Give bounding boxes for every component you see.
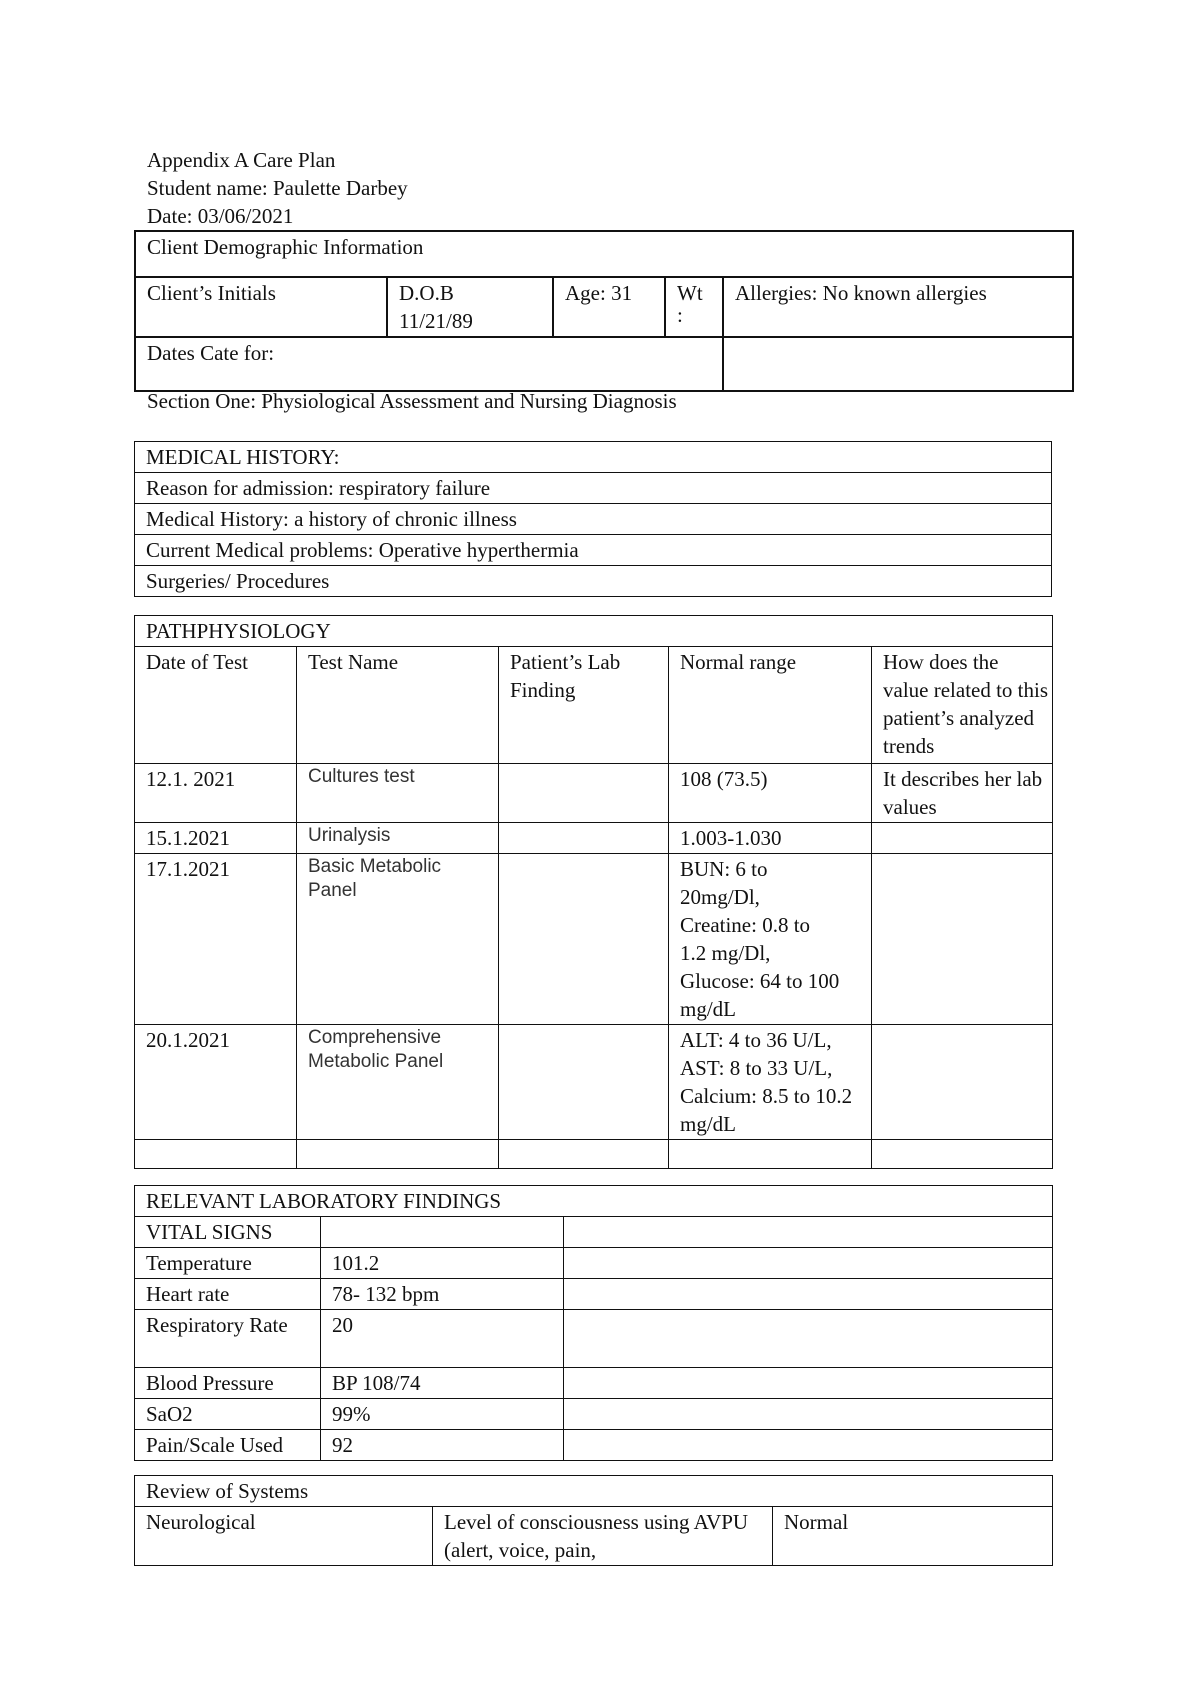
pain-scale-notes bbox=[564, 1430, 1053, 1461]
row1-finding bbox=[499, 764, 669, 823]
heart-rate-value: 78- 132 bpm bbox=[321, 1279, 564, 1310]
neurological-assessment: Level of consciousness using AVPU (alert, voice, pain, bbox=[433, 1507, 773, 1566]
row4-finding bbox=[499, 1025, 669, 1140]
sao2-notes bbox=[564, 1399, 1053, 1430]
row4-date: 20.1.2021 bbox=[135, 1025, 297, 1140]
vital-signs-label: VITAL SIGNS bbox=[135, 1217, 321, 1248]
vital-signs-notes bbox=[564, 1217, 1053, 1248]
lab-findings-table bbox=[134, 1185, 1053, 1461]
col-trend-relation: How does the value related to this patient’s analyzed trends bbox=[872, 647, 1053, 764]
row1-date: 12.1. 2021 bbox=[135, 764, 297, 823]
heart-rate-notes bbox=[564, 1279, 1053, 1310]
current-problems: Current Medical problems: Operative hyperthermia bbox=[135, 535, 1052, 566]
page-title: Appendix A Care Plan bbox=[147, 148, 336, 172]
respiratory-rate-value: 20 bbox=[321, 1310, 564, 1368]
col-lab-finding: Patient’s Lab Finding bbox=[499, 647, 669, 764]
row3-finding bbox=[499, 854, 669, 1025]
vital-signs-value bbox=[321, 1217, 564, 1248]
pain-scale-label: Pain/Scale Used bbox=[135, 1430, 321, 1461]
row2-relation bbox=[872, 823, 1053, 854]
row2-finding bbox=[499, 823, 669, 854]
surgeries-procedures: Surgeries/ Procedures bbox=[135, 566, 1052, 597]
col-date-of-test: Date of Test bbox=[135, 647, 297, 764]
dob-value: 11/21/89 bbox=[399, 309, 473, 333]
blood-pressure-value: BP 108/74 bbox=[321, 1368, 564, 1399]
empty-cell bbox=[499, 1140, 669, 1169]
row1-range: 108 (73.5) bbox=[669, 764, 872, 823]
reason-for-admission: Reason for admission: respiratory failure bbox=[135, 473, 1052, 504]
row2-date: 15.1.2021 bbox=[135, 823, 297, 854]
neurological-finding: Normal bbox=[773, 1507, 1053, 1566]
sao2-label: SaO2 bbox=[135, 1399, 321, 1430]
col-test-name: Test Name bbox=[297, 647, 499, 764]
temperature-label: Temperature bbox=[135, 1248, 321, 1279]
row1-relation: It describes her lab values bbox=[872, 764, 1053, 823]
row3-range: BUN: 6 to 20mg/Dl, Creatine: 0.8 to 1.2 mg/Dl, Glucose: 64 to 100 mg/dL bbox=[669, 854, 872, 1025]
weight-cell bbox=[665, 277, 723, 337]
dates-cared-blank bbox=[723, 337, 1073, 391]
weight-label: Wt bbox=[677, 281, 703, 305]
empty-cell bbox=[135, 1140, 297, 1169]
temperature-notes bbox=[564, 1248, 1053, 1279]
row3-date: 17.1.2021 bbox=[135, 854, 297, 1025]
demographics-table bbox=[134, 230, 1074, 392]
pain-scale-value: 92 bbox=[321, 1430, 564, 1461]
demographics-heading: Client Demographic Information bbox=[135, 231, 1073, 277]
row4-test: Comprehensive Metabolic Panel bbox=[297, 1025, 499, 1140]
blood-pressure-label: Blood Pressure bbox=[135, 1368, 321, 1399]
blood-pressure-notes bbox=[564, 1368, 1053, 1399]
dob-label: D.O.B bbox=[399, 281, 454, 305]
medical-history-heading: MEDICAL HISTORY: bbox=[135, 442, 1052, 473]
section-one-title: Section One: Physiological Assessment and Nursing Diagnosis bbox=[147, 389, 677, 413]
student-name: Student name: Paulette Darbey bbox=[147, 176, 408, 200]
system-neurological: Neurological bbox=[135, 1507, 433, 1566]
row4-relation bbox=[872, 1025, 1053, 1140]
empty-cell bbox=[872, 1140, 1053, 1169]
pathophysiology-table bbox=[134, 615, 1053, 1169]
empty-cell bbox=[669, 1140, 872, 1169]
empty-cell bbox=[297, 1140, 499, 1169]
col-normal-range: Normal range bbox=[669, 647, 872, 764]
medical-history: Medical History: a history of chronic illness bbox=[135, 504, 1052, 535]
review-systems-table bbox=[134, 1475, 1053, 1566]
medical-history-table bbox=[134, 441, 1052, 597]
pathophysiology-heading: PATHPHYSIOLOGY bbox=[135, 616, 1053, 647]
row1-test: Cultures test bbox=[297, 764, 499, 823]
review-systems-heading: Review of Systems bbox=[135, 1476, 1053, 1507]
row3-test: Basic Metabolic Panel bbox=[297, 854, 499, 1025]
weight-colon: : bbox=[677, 303, 683, 327]
respiratory-rate-label: Respiratory Rate bbox=[135, 1310, 321, 1368]
report-date: Date: 03/06/2021 bbox=[147, 204, 294, 228]
row2-test: Urinalysis bbox=[297, 823, 499, 854]
temperature-value: 101.2 bbox=[321, 1248, 564, 1279]
dob-cell bbox=[387, 277, 553, 337]
age-cell: Age: 31 bbox=[553, 277, 665, 337]
respiratory-rate-notes bbox=[564, 1310, 1053, 1368]
lab-findings-heading: RELEVANT LABORATORY FINDINGS bbox=[135, 1186, 1053, 1217]
allergies-cell: Allergies: No known allergies bbox=[723, 277, 1073, 337]
row3-relation bbox=[872, 854, 1053, 1025]
sao2-value: 99% bbox=[321, 1399, 564, 1430]
row2-range: 1.003-1.030 bbox=[669, 823, 872, 854]
row4-range: ALT: 4 to 36 U/L, AST: 8 to 33 U/L, Calcium: 8.5 to 10.2 mg/dL bbox=[669, 1025, 872, 1140]
heart-rate-label: Heart rate bbox=[135, 1279, 321, 1310]
client-initials: Client’s Initials bbox=[135, 277, 387, 337]
dates-cared-cell: Dates Cate for: bbox=[135, 337, 723, 391]
